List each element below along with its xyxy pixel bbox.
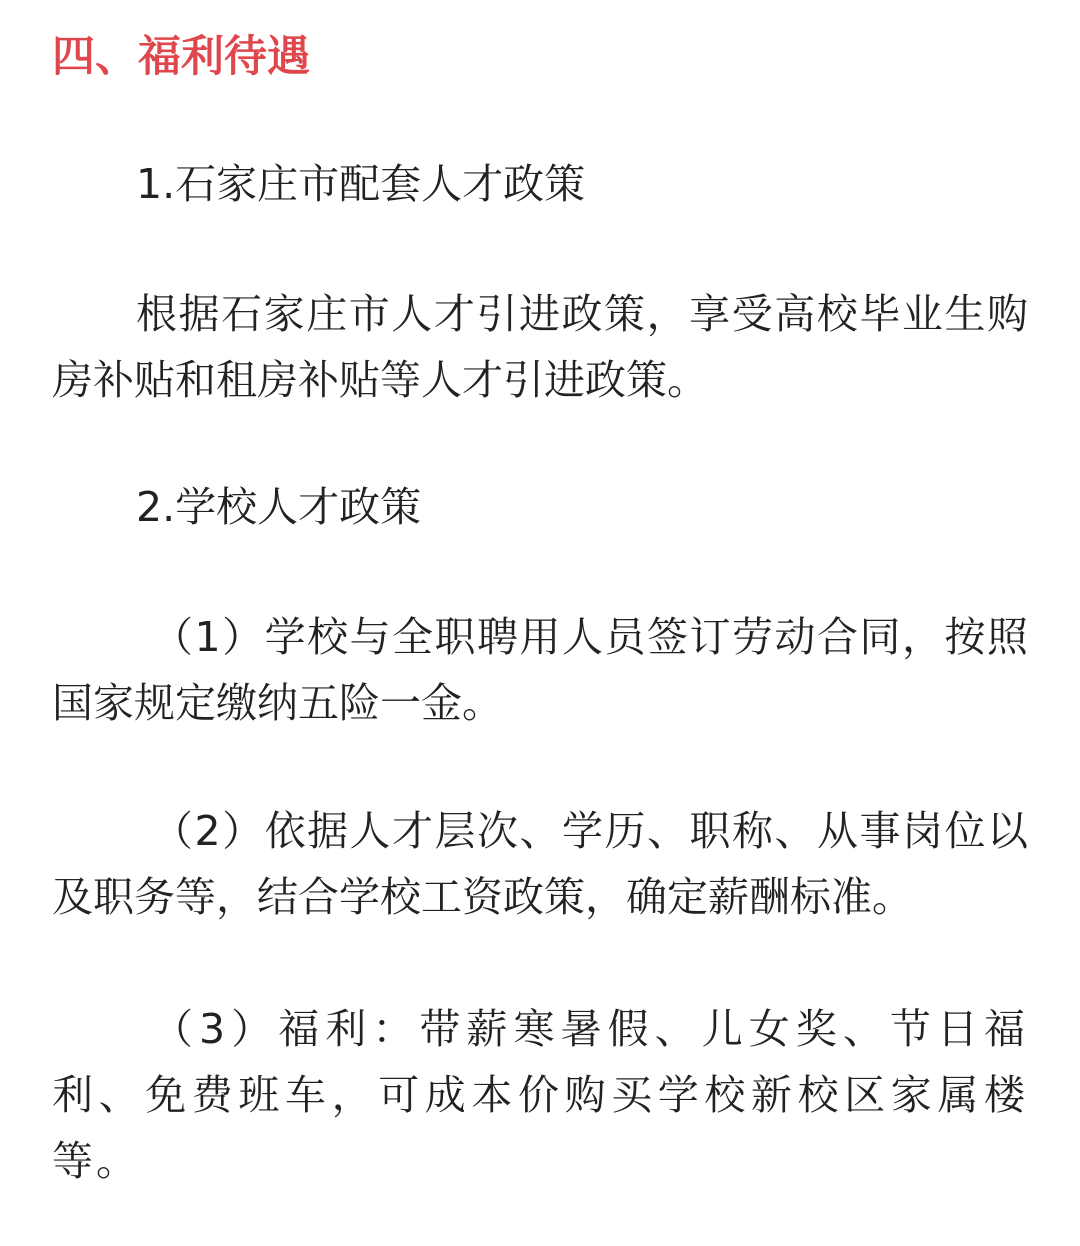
subsection-heading-city-policy: 1.石家庄市配套人才政策 bbox=[136, 160, 586, 208]
paragraph-labor-contract: （1）学校与全职聘用人员签订劳动合同，按照国家规定缴纳五险一金。 bbox=[52, 613, 1028, 727]
paragraph-city-policy: 根据石家庄市人才引进政策，享受高校毕业生购房补贴和租房补贴等人才引进政策。 bbox=[52, 290, 1028, 404]
paragraph-benefits: （3）福利：带薪寒暑假、儿女奖、节日福利、免费班车，可成本价购买学校新校区家属楼等。 bbox=[52, 1005, 1028, 1185]
paragraph-salary-standard: （2）依据人才层次、学历、职称、从事岗位以及职务等，结合学校工资政策，确定薪酬标准。 bbox=[52, 807, 1028, 921]
subsection-heading-school-policy: 2.学校人才政策 bbox=[136, 483, 422, 531]
section-title: 四、福利待遇 bbox=[52, 32, 310, 82]
